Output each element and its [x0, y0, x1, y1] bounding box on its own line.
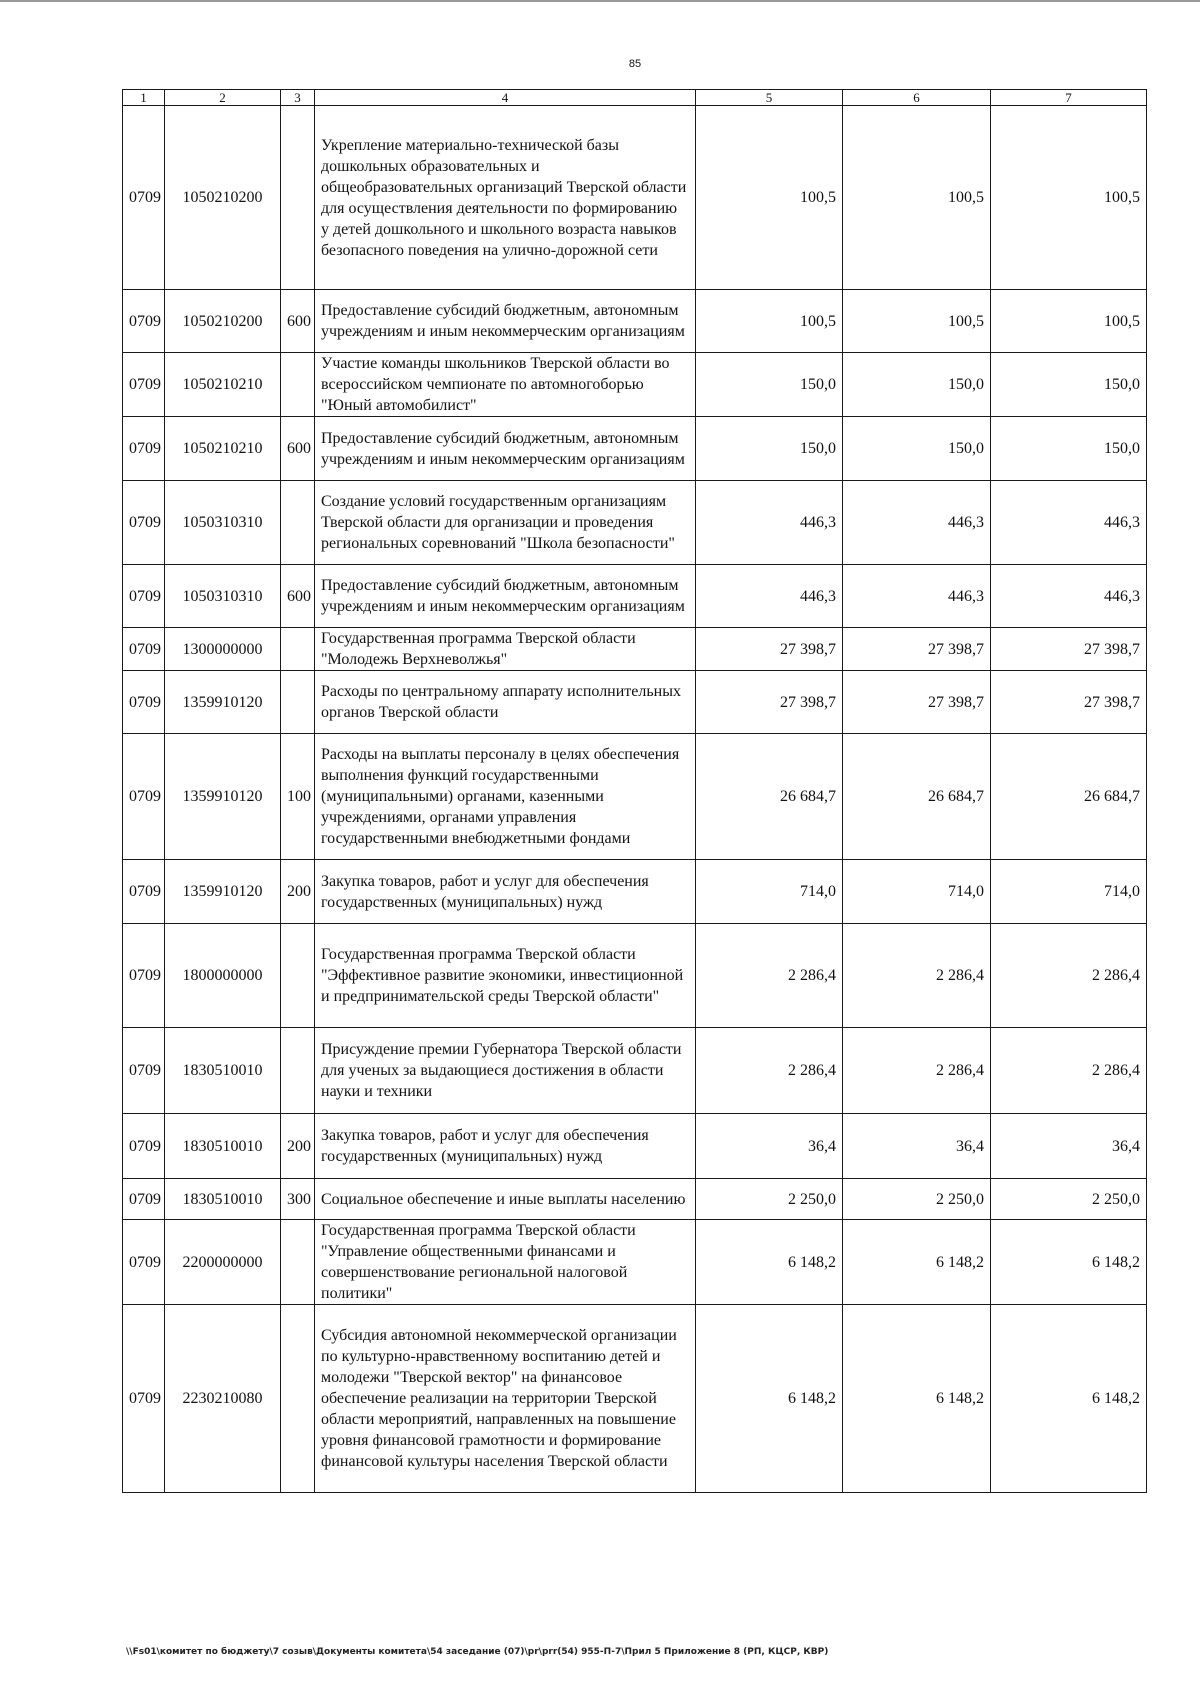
amount-col7-cell: 100,5	[991, 290, 1147, 353]
expense-type-cell: 600	[281, 565, 315, 628]
column-header: 3	[281, 90, 315, 106]
table-row	[123, 924, 1147, 1028]
expense-type-cell: 200	[281, 860, 315, 924]
description-cell: Закупка товаров, работ и услуг для обеспечения государственных (муниципальных) нужд	[315, 1114, 696, 1179]
expense-type-cell	[281, 106, 315, 290]
amount-col6-cell: 150,0	[843, 417, 991, 481]
table-row	[123, 565, 1147, 628]
target-article-cell: 2230210080	[165, 1305, 281, 1493]
table-row	[123, 106, 1147, 290]
column-header-row	[123, 90, 1147, 106]
amount-col5-cell: 2 286,4	[696, 924, 843, 1028]
target-article-cell: 1050310310	[165, 481, 281, 565]
amount-col5-cell: 100,5	[696, 290, 843, 353]
section-code-cell: 0709	[123, 734, 165, 860]
table-row	[123, 860, 1147, 924]
amount-col5-cell: 2 286,4	[696, 1028, 843, 1114]
amount-col7-cell: 26 684,7	[991, 734, 1147, 860]
column-header: 1	[123, 90, 165, 106]
amount-col7-cell: 714,0	[991, 860, 1147, 924]
amount-col6-cell: 150,0	[843, 353, 991, 417]
amount-col5-cell: 6 148,2	[696, 1305, 843, 1493]
section-code-cell: 0709	[123, 565, 165, 628]
section-code-cell: 0709	[123, 1114, 165, 1179]
amount-col6-cell: 6 148,2	[843, 1305, 991, 1493]
column-header: 7	[991, 90, 1147, 106]
amount-col7-cell: 150,0	[991, 417, 1147, 481]
section-code-cell: 0709	[123, 1305, 165, 1493]
target-article-cell: 1300000000	[165, 628, 281, 671]
target-article-cell: 1830510010	[165, 1114, 281, 1179]
description-cell: Присуждение премии Губернатора Тверской области для ученых за выдающиеся достижения в области науки и техники	[315, 1028, 696, 1114]
expense-type-cell	[281, 1028, 315, 1114]
table-row	[123, 1179, 1147, 1220]
table-row	[123, 481, 1147, 565]
table-row	[123, 353, 1147, 417]
column-header: 6	[843, 90, 991, 106]
description-cell: Расходы на выплаты персоналу в целях обеспечения выполнения функций государственными (муниципальными) органами, казенными учреждениями, органами управления государственными внебюджетными фондами	[315, 734, 696, 860]
amount-col7-cell: 446,3	[991, 565, 1147, 628]
amount-col6-cell: 2 286,4	[843, 1028, 991, 1114]
table-row	[123, 734, 1147, 860]
amount-col6-cell: 6 148,2	[843, 1220, 991, 1305]
section-code-cell: 0709	[123, 924, 165, 1028]
section-code-cell: 0709	[123, 671, 165, 734]
table-row	[123, 290, 1147, 353]
amount-col5-cell: 150,0	[696, 417, 843, 481]
section-code-cell: 0709	[123, 481, 165, 565]
expense-type-cell	[281, 481, 315, 565]
top-border-line	[0, 0, 1200, 2]
description-cell: Предоставление субсидий бюджетным, автономным учреждениям и иным некоммерческим организациям	[315, 290, 696, 353]
expense-type-cell: 300	[281, 1179, 315, 1220]
target-article-cell: 1050210210	[165, 353, 281, 417]
amount-col6-cell: 27 398,7	[843, 671, 991, 734]
amount-col7-cell: 27 398,7	[991, 628, 1147, 671]
amount-col5-cell: 446,3	[696, 481, 843, 565]
description-cell: Расходы по центральному аппарату исполнительных органов Тверской области	[315, 671, 696, 734]
amount-col5-cell: 27 398,7	[696, 628, 843, 671]
amount-col6-cell: 446,3	[843, 481, 991, 565]
section-code-cell: 0709	[123, 417, 165, 481]
table-row	[123, 417, 1147, 481]
amount-col7-cell: 27 398,7	[991, 671, 1147, 734]
description-cell: Государственная программа Тверской области "Эффективное развитие экономики, инвестиционной и предпринимательской среды Тверской области"	[315, 924, 696, 1028]
amount-col5-cell: 36,4	[696, 1114, 843, 1179]
expense-type-cell	[281, 628, 315, 671]
table-row	[123, 1114, 1147, 1179]
section-code-cell: 0709	[123, 860, 165, 924]
section-code-cell: 0709	[123, 353, 165, 417]
amount-col7-cell: 100,5	[991, 106, 1147, 290]
description-cell: Создание условий государственным организациям Тверской области для организации и проведения региональных соревнований "Школа безопасности"	[315, 481, 696, 565]
amount-col5-cell: 27 398,7	[696, 671, 843, 734]
column-header: 2	[165, 90, 281, 106]
section-code-cell: 0709	[123, 1179, 165, 1220]
table-row	[123, 1028, 1147, 1114]
description-cell: Укрепление материально-технической базы дошкольных образовательных и общеобразовательных организаций Тверской области для осуществления деятельности по формированию у детей дошкольного и школьного возраста навыков безопасного поведения на улично-дорожной сети	[315, 106, 696, 290]
amount-col7-cell: 150,0	[991, 353, 1147, 417]
description-cell: Государственная программа Тверской области "Молодежь Верхневолжья"	[315, 628, 696, 671]
table-row	[123, 1220, 1147, 1305]
expense-type-cell: 600	[281, 290, 315, 353]
target-article-cell: 2200000000	[165, 1220, 281, 1305]
amount-col5-cell: 100,5	[696, 106, 843, 290]
budget-table	[122, 89, 1147, 1493]
target-article-cell: 1830510010	[165, 1179, 281, 1220]
target-article-cell: 1359910120	[165, 671, 281, 734]
footer-file-path: \\Fs01\комитет по бюджету\7 созыв\Документы комитета\54 заседание (07)\pr\prr(54) 955-П-7\Прил 5 Приложение 8 (РП, КЦСР, КВР)	[126, 1647, 829, 1657]
expense-type-cell: 600	[281, 417, 315, 481]
amount-col7-cell: 6 148,2	[991, 1305, 1147, 1493]
target-article-cell: 1050210200	[165, 290, 281, 353]
amount-col7-cell: 446,3	[991, 481, 1147, 565]
amount-col7-cell: 2 250,0	[991, 1179, 1147, 1220]
target-article-cell: 1359910120	[165, 734, 281, 860]
amount-col6-cell: 714,0	[843, 860, 991, 924]
amount-col5-cell: 150,0	[696, 353, 843, 417]
description-cell: Предоставление субсидий бюджетным, автономным учреждениям и иным некоммерческим организациям	[315, 565, 696, 628]
table-row	[123, 628, 1147, 671]
amount-col6-cell: 446,3	[843, 565, 991, 628]
section-code-cell: 0709	[123, 1220, 165, 1305]
section-code-cell: 0709	[123, 290, 165, 353]
amount-col7-cell: 2 286,4	[991, 1028, 1147, 1114]
expense-type-cell	[281, 671, 315, 734]
target-article-cell: 1050310310	[165, 565, 281, 628]
amount-col5-cell: 446,3	[696, 565, 843, 628]
amount-col6-cell: 26 684,7	[843, 734, 991, 860]
expense-type-cell	[281, 353, 315, 417]
amount-col6-cell: 36,4	[843, 1114, 991, 1179]
amount-col5-cell: 26 684,7	[696, 734, 843, 860]
target-article-cell: 1050210210	[165, 417, 281, 481]
amount-col5-cell: 714,0	[696, 860, 843, 924]
table-body	[123, 106, 1147, 1493]
target-article-cell: 1050210200	[165, 106, 281, 290]
description-cell: Закупка товаров, работ и услуг для обеспечения государственных (муниципальных) нужд	[315, 860, 696, 924]
expense-type-cell: 200	[281, 1114, 315, 1179]
target-article-cell: 1800000000	[165, 924, 281, 1028]
target-article-cell: 1830510010	[165, 1028, 281, 1114]
expense-type-cell	[281, 1305, 315, 1493]
amount-col6-cell: 100,5	[843, 290, 991, 353]
section-code-cell: 0709	[123, 106, 165, 290]
section-code-cell: 0709	[123, 628, 165, 671]
description-cell: Субсидия автономной некоммерческой организации по культурно-нравственному воспитанию детей и молодежи "Тверской вектор" на финансовое обеспечение реализации на территории Тверской области мероприятий, направленных на повышение уровня финансовой грамотности и формирование финансовой культуры населения Тверской области	[315, 1305, 696, 1493]
column-header: 4	[315, 90, 696, 106]
amount-col6-cell: 2 250,0	[843, 1179, 991, 1220]
amount-col7-cell: 2 286,4	[991, 924, 1147, 1028]
description-cell: Участие команды школьников Тверской области во всероссийском чемпионате по автомногоборью "Юный автомобилист"	[315, 353, 696, 417]
amount-col6-cell: 100,5	[843, 106, 991, 290]
page-number: 85	[628, 58, 642, 70]
description-cell: Предоставление субсидий бюджетным, автономным учреждениям и иным некоммерческим организациям	[315, 417, 696, 481]
expense-type-cell: 100	[281, 734, 315, 860]
amount-col5-cell: 6 148,2	[696, 1220, 843, 1305]
amount-col5-cell: 2 250,0	[696, 1179, 843, 1220]
expense-type-cell	[281, 1220, 315, 1305]
section-code-cell: 0709	[123, 1028, 165, 1114]
amount-col7-cell: 36,4	[991, 1114, 1147, 1179]
column-header: 5	[696, 90, 843, 106]
description-cell: Социальное обеспечение и иные выплаты населению	[315, 1179, 696, 1220]
amount-col7-cell: 6 148,2	[991, 1220, 1147, 1305]
expense-type-cell	[281, 924, 315, 1028]
description-cell: Государственная программа Тверской области "Управление общественными финансами и совершенствование региональной налоговой политики"	[315, 1220, 696, 1305]
amount-col6-cell: 2 286,4	[843, 924, 991, 1028]
table-row	[123, 1305, 1147, 1493]
table-row	[123, 671, 1147, 734]
target-article-cell: 1359910120	[165, 860, 281, 924]
amount-col6-cell: 27 398,7	[843, 628, 991, 671]
